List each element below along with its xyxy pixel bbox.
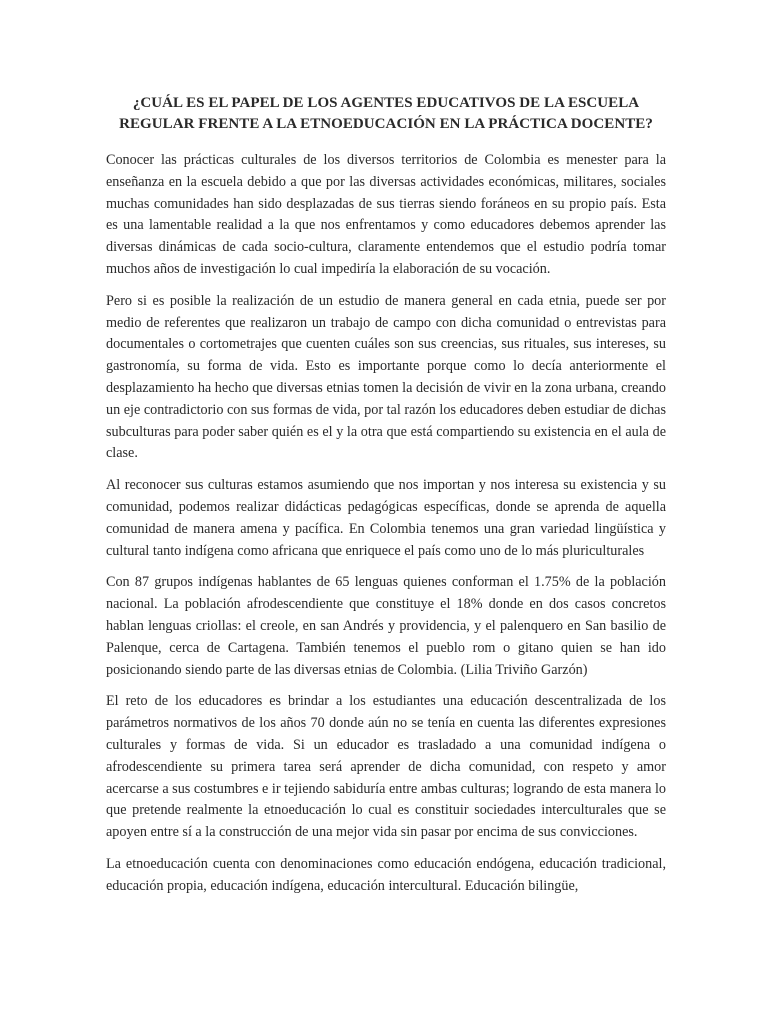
paragraph-5: El reto de los educadores es brindar a los estudiantes una educación descentralizada de los parámetros normativos de los años 70 donde aún no se tenía en cuenta las diferentes expresiones culturales y formas de vida. Si un educador es trasladado a una comunidad indígena o afrodescendiente su primera tarea será aprender de dicha comunidad, con respeto y amor acercarse a sus costumbres e ir tejiendo sabiduría entre ambas culturas; logrando de esta manera lo que pretende realmente la etnoeducación lo cual es constituir sociedades interculturales que se apoyen entre sí a la construcción de una mejor vida sin pasar por encima de sus convicciones. [106,693,666,841]
paragraph-3: Al reconocer sus culturas estamos asumiendo que nos importan y nos interesa su existencia y su comunidad, podemos realizar didácticas pedagógicas específicas, donde se aprenda de aquella comunidad de manera amena y pacífica. En Colombia tenemos una gran variedad lingüística y cultural tanto indígena como africana que enriquece el país como uno de lo más pluriculturales [106,477,666,559]
paragraph-1: Conocer las prácticas culturales de los diversos territorios de Colombia es menester para la enseñanza en la escuela debido a que por las diversas actividades económicas, militares, sociales muchas comunidades han sido desplazadas de sus tierras siendo foráneos en su propio país. Esta es una lamentable realidad a la que nos enfrentamos y como educadores debemos aprender las diversas dinámicas de cada socio-cultura, claramente entendemos que el estudio podría tomar muchos años de investigación lo cual impediría la elaboración de su vocación. [106,152,666,277]
paragraph-6: La etnoeducación cuenta con denominaciones como educación endógena, educación tradicional, educación propia, educación indígena, educación intercultural. Educación bilingüe, [106,855,666,894]
paragraph-4: Con 87 grupos indígenas hablantes de 65 lenguas quienes conforman el 1.75% de la población nacional. La población afrodescendiente que constituye el 18% donde en dos casos concretos hablan lenguas criollas: el creole, en san Andrés y providencia, y el palenquero en San basilio de Palenque, cerca de Cartagena. También tenemos el pueblo rom o gitano quien se han ido posicionando siendo parte de las diversas etnias de Colombia. (Lilia Triviño Garzón) [106,574,666,678]
document-title [106,93,666,135]
title-line-2: REGULAR FRENTE A LA ETNOEDUCACIÓN EN LA PRÁCTICA DOCENTE? [119,116,653,132]
document-page [106,93,666,908]
paragraph-2: Pero si es posible la realización de un estudio de manera general en cada etnia, puede ser por medio de referentes que realizaron un trabajo de campo con dicha comunidad o entrevistas para documentales o cortometrajes que cuenten cuáles son sus creencias, sus rituales, sus intereses, su gastronomía, su forma de vida. Esto es importante porque como lo decía anteriormente el desplazamiento ha hecho que diversas etnias tomen la decisión de vivir en la zona urbana, creando un eje contradictorio con sus formas de vida, por tal razón los educadores deben estudiar de dichas subculturas para poder saber quién es el y la otra que está compartiendo su existencia en el aula de clase. [106,292,666,462]
title-line-1: ¿CUÁL ES EL PAPEL DE LOS AGENTES EDUCATIVOS DE LA ESCUELA [132,95,640,111]
